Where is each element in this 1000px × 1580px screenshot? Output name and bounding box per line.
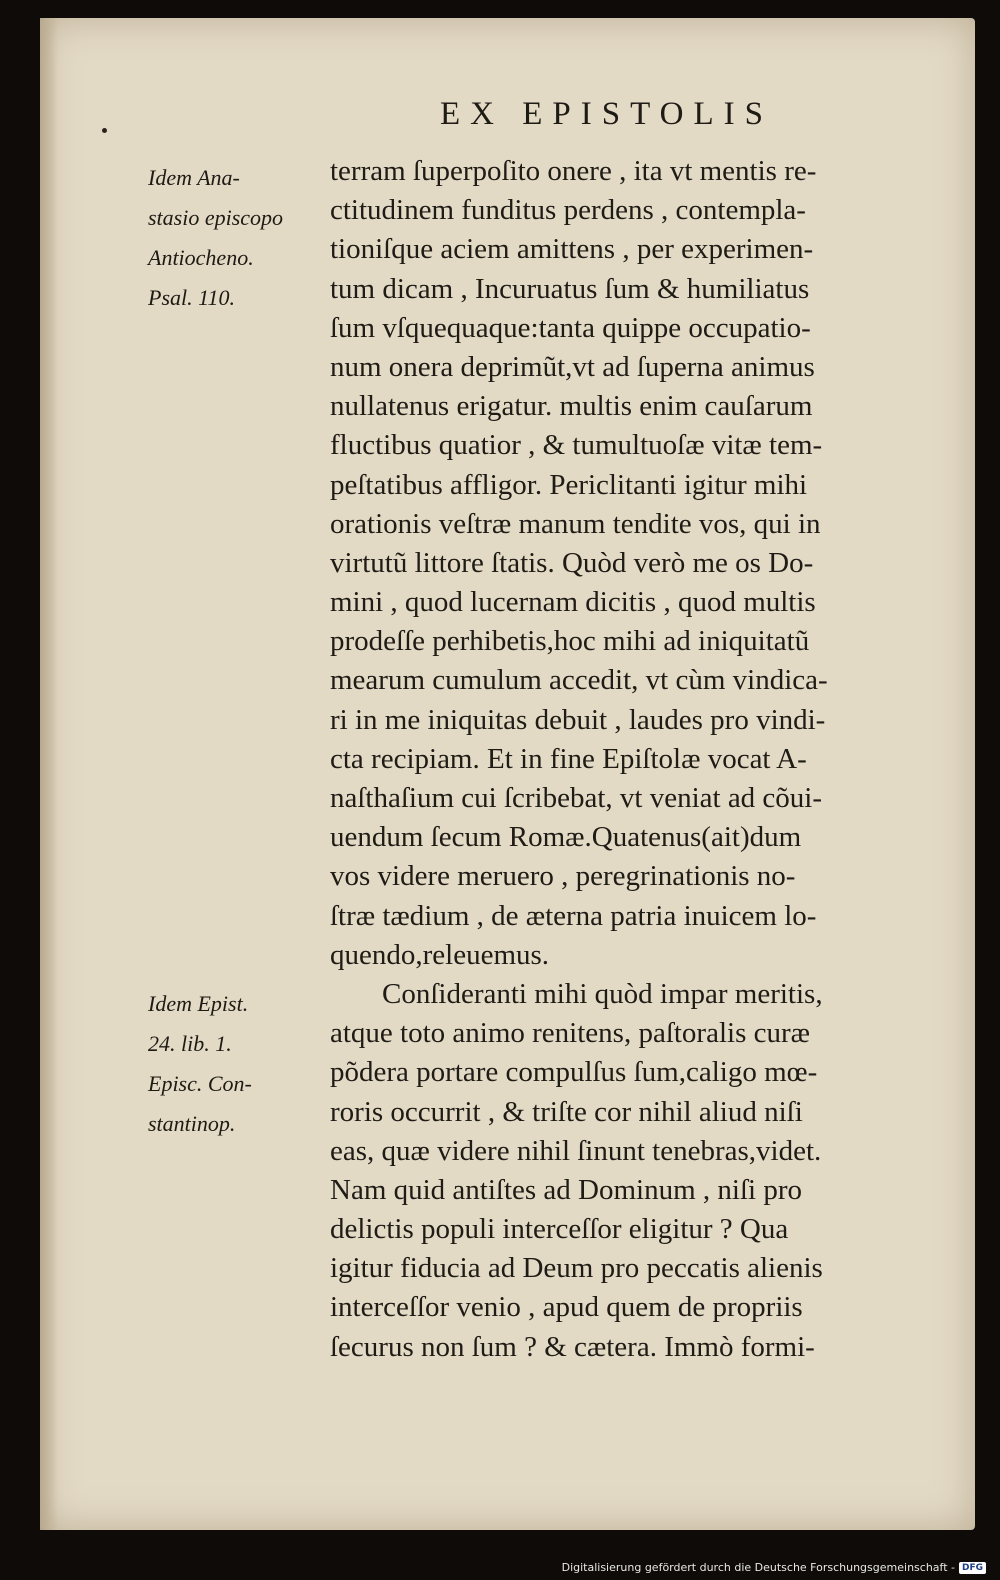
- text-line: terram ſuperpoſito onere , ita vt mentis re-: [330, 155, 817, 187]
- text-line: delictis populi interceſſor eligitur ? Qua: [330, 1213, 789, 1246]
- text-line: ſum vſquequaque:tanta quippe occupatio-: [330, 311, 811, 344]
- text-line: mini , quod lucernam dicitis , quod multis: [330, 586, 816, 619]
- text-line: eas, quæ videre nihil ſinunt tenebras,videt.: [330, 1134, 822, 1167]
- text-line: uendum ſecum Romæ.Quatenus(ait)dum: [330, 821, 802, 854]
- text-line: igitur fiducia ad Deum pro peccatis alienis: [330, 1252, 823, 1285]
- text-line: Conſideranti mihi quòd impar meritis,: [382, 977, 823, 1010]
- text-line: nullatenus erigatur. multis enim cauſarum: [330, 390, 813, 423]
- text-line: roris occurrit , & triſte cor nihil aliud niſi: [330, 1095, 803, 1128]
- text-line: mearum cumulum accedit, vt cùm vindica-: [330, 664, 828, 697]
- text-line: ſtræ tædium , de æterna patria inuicem lo-: [330, 899, 817, 932]
- text-line: tum dicam , Incuruatus ſum & humiliatus: [330, 272, 810, 305]
- text-line: interceſſor venio , apud quem de propriis: [330, 1291, 803, 1324]
- dfg-logo: DFG: [959, 1562, 986, 1574]
- text-line: quendo,releuemus.: [330, 938, 550, 971]
- text-line: virtutũ littore ſtatis. Quòd verò me os Do-: [330, 546, 814, 579]
- text-line: num onera deprimũt,vt ad ſuperna animus: [330, 350, 815, 383]
- text-line: peſtatibus affligor. Periclitanti igitur mihi: [330, 468, 808, 501]
- ink-dot: [102, 128, 107, 133]
- text-line: cta recipiam. Et in fine Epiſtolæ vocat A-: [330, 742, 807, 775]
- margin-note-1: Idem Ana- stasio episcopo Antiocheno. Psal. 110.: [148, 165, 284, 310]
- text-line: ri in me iniquitas debuit , laudes pro vindi-: [330, 703, 826, 736]
- footer-text: Digitalisierung gefördert durch die Deutsche Forschungsgemeinschaft -: [561, 1561, 955, 1574]
- text-line: ctitudinem funditus perdens , contempla-: [330, 194, 806, 227]
- text-line: tioniſque aciem amittens , per experimen-: [330, 233, 814, 266]
- page-edge-shadow: [40, 18, 58, 1530]
- body-text: [330, 152, 930, 1367]
- text-line: prodeſſe perhibetis,hoc mihi ad iniquitatũ: [330, 625, 810, 658]
- running-head: EX EPISTOLIS: [440, 96, 773, 132]
- text-line: fluctibus quatior , & tumultuoſæ vitæ tem-: [330, 429, 823, 462]
- text-line: ſecurus non ſum ? & cætera. Immò formi-: [330, 1330, 815, 1363]
- text-line: atque toto animo renitens, paſtoralis curæ: [330, 1017, 810, 1050]
- text-line: orationis veſtræ manum tendite vos, qui in: [330, 507, 821, 540]
- margin-note-2: Idem Epist. 24. lib. 1. Episc. Con- stantinop.: [148, 991, 252, 1136]
- text-line: põdera portare compulſus ſum,caligo mœ-: [330, 1056, 818, 1089]
- digitization-footer: [562, 1561, 986, 1574]
- text-line: vos videre meruero , peregrinationis no-: [330, 860, 796, 893]
- text-line: naſthaſium cui ſcribebat, vt veniat ad cõui-: [330, 782, 823, 814]
- text-line: Nam quid antiſtes ad Dominum , niſi pro: [330, 1173, 803, 1206]
